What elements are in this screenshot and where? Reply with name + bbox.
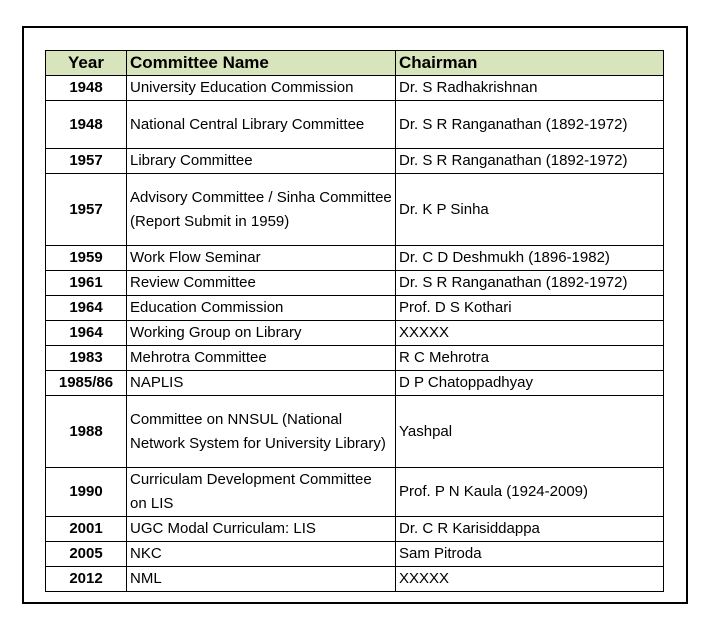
cell-chairman: Dr. C D Deshmukh (1896-1982) bbox=[396, 246, 664, 271]
table-row bbox=[46, 271, 664, 296]
cell-year: 1990 bbox=[46, 468, 127, 517]
cell-committee: Work Flow Seminar bbox=[127, 246, 396, 271]
cell-chairman: D P Chatoppadhyay bbox=[396, 371, 664, 396]
cell-year: 1957 bbox=[46, 149, 127, 174]
cell-chairman: Dr. S Radhakrishnan bbox=[396, 76, 664, 101]
cell-year: 1985/86 bbox=[46, 371, 127, 396]
cell-chairman: Dr. K P Sinha bbox=[396, 174, 664, 246]
cell-committee: Advisory Committee / Sinha Committee (Report Submit in 1959) bbox=[127, 174, 396, 246]
cell-committee: UGC Modal Curriculam: LIS bbox=[127, 517, 396, 542]
cell-chairman: R C Mehrotra bbox=[396, 346, 664, 371]
cell-year: 1959 bbox=[46, 246, 127, 271]
committees-table bbox=[45, 50, 664, 592]
cell-year: 1964 bbox=[46, 296, 127, 321]
cell-chairman: XXXXX bbox=[396, 321, 664, 346]
cell-chairman: Dr. C R Karisiddappa bbox=[396, 517, 664, 542]
header-committee-name: Committee Name bbox=[127, 51, 396, 76]
cell-year: 2005 bbox=[46, 542, 127, 567]
table-row bbox=[46, 346, 664, 371]
cell-committee: Review Committee bbox=[127, 271, 396, 296]
cell-chairman: Sam Pitroda bbox=[396, 542, 664, 567]
cell-chairman: Yashpal bbox=[396, 396, 664, 468]
table-row bbox=[46, 396, 664, 468]
table-header-row bbox=[46, 51, 664, 76]
cell-year: 2001 bbox=[46, 517, 127, 542]
cell-chairman: Dr. S R Ranganathan (1892-1972) bbox=[396, 101, 664, 149]
cell-committee: Curriculam Development Committee on LIS bbox=[127, 468, 396, 517]
cell-committee: NKC bbox=[127, 542, 396, 567]
cell-committee: Mehrotra Committee bbox=[127, 346, 396, 371]
cell-committee: Committee on NNSUL (National Network System for University Library) bbox=[127, 396, 396, 468]
table-row bbox=[46, 468, 664, 517]
table-row bbox=[46, 174, 664, 246]
cell-year: 1948 bbox=[46, 76, 127, 101]
cell-year: 2012 bbox=[46, 567, 127, 592]
table-row bbox=[46, 517, 664, 542]
header-chairman: Chairman bbox=[396, 51, 664, 76]
cell-year: 1961 bbox=[46, 271, 127, 296]
cell-chairman: XXXXX bbox=[396, 567, 664, 592]
cell-committee: University Education Commission bbox=[127, 76, 396, 101]
cell-year: 1964 bbox=[46, 321, 127, 346]
cell-year: 1983 bbox=[46, 346, 127, 371]
table-row bbox=[46, 371, 664, 396]
table-row bbox=[46, 321, 664, 346]
table-row bbox=[46, 101, 664, 149]
table-row bbox=[46, 567, 664, 592]
table-row bbox=[46, 149, 664, 174]
cell-chairman: Prof. D S Kothari bbox=[396, 296, 664, 321]
cell-chairman: Prof. P N Kaula (1924-2009) bbox=[396, 468, 664, 517]
cell-committee: National Central Library Committee bbox=[127, 101, 396, 149]
table-row bbox=[46, 246, 664, 271]
cell-committee: NML bbox=[127, 567, 396, 592]
cell-year: 1957 bbox=[46, 174, 127, 246]
cell-year: 1948 bbox=[46, 101, 127, 149]
cell-year: 1988 bbox=[46, 396, 127, 468]
cell-chairman: Dr. S R Ranganathan (1892-1972) bbox=[396, 149, 664, 174]
cell-committee: Working Group on Library bbox=[127, 321, 396, 346]
cell-chairman: Dr. S R Ranganathan (1892-1972) bbox=[396, 271, 664, 296]
header-year: Year bbox=[46, 51, 127, 76]
cell-committee: Library Committee bbox=[127, 149, 396, 174]
table-row bbox=[46, 542, 664, 567]
cell-committee: Education Commission bbox=[127, 296, 396, 321]
table-row bbox=[46, 296, 664, 321]
cell-committee: NAPLIS bbox=[127, 371, 396, 396]
table-row bbox=[46, 76, 664, 101]
